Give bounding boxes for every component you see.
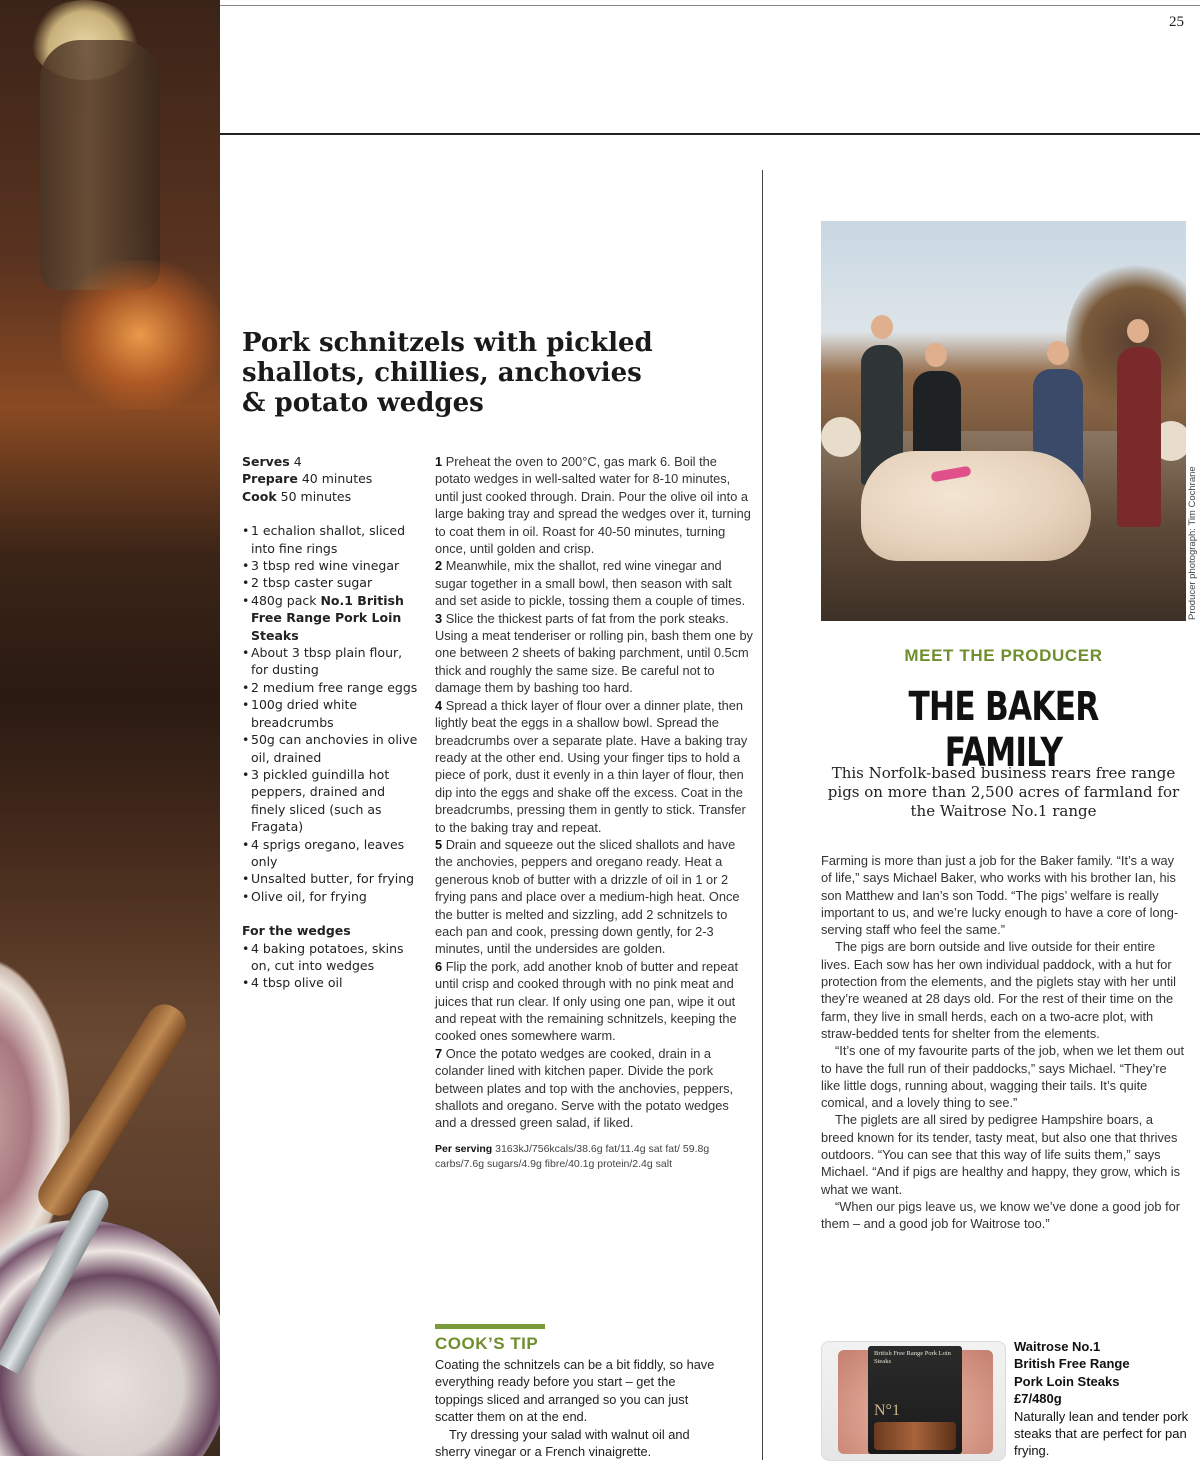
- wedge-ingredient-item: • 4 tbsp olive oil: [242, 974, 422, 991]
- nutrition-info: [435, 1142, 753, 1172]
- ingredient-item: [242, 888, 422, 905]
- ingredient-text: 1 echalion shallot, sliced into fine rings: [251, 523, 406, 556]
- recipe-meta: [242, 453, 422, 505]
- meet-the-producer-label: MEET THE PRODUCER: [904, 646, 1103, 665]
- ingredient-item: [242, 679, 422, 696]
- ingredient-text: 100g dried white breadcrumbs: [251, 697, 358, 730]
- wedges-heading: For the wedges: [242, 923, 351, 939]
- pack-logo: N°1: [874, 1402, 900, 1419]
- method-steps: [435, 453, 753, 1132]
- ingredient-item: [242, 870, 422, 887]
- prepare-label: Prepare: [242, 471, 298, 487]
- method-step: [435, 557, 753, 609]
- ingredient-text: About 3 tbsp plain flour, for dusting: [251, 645, 403, 678]
- step-number: 1: [435, 454, 443, 469]
- ingredient-text: 4 sprigs oregano, leaves only: [251, 836, 405, 869]
- method-step: [435, 453, 753, 557]
- ingredient-text: 2 tbsp caster sugar: [251, 575, 373, 591]
- recipe-title-line: & potato wedges: [242, 388, 484, 418]
- ingredient-text: Unsalted butter, for frying: [251, 871, 415, 887]
- header-rule: [220, 133, 1200, 135]
- step-text: Flip the pork, add another knob of butter and repeat until crisp and cooked through with no pink meat and juices that run clear. If only using one pan, wipe it out and repeat with the remaining schnitzels, keeping the cooked ones somewhere warm.: [435, 958, 739, 1044]
- ingredient-item: [242, 644, 422, 679]
- recipe-title-line: Pork schnitzels with pickled: [242, 328, 653, 358]
- step-number: 5: [435, 836, 443, 852]
- cooks-tip-title: COOK’S TIP: [435, 1334, 539, 1353]
- article-paragraph: Farming is more than just a job for the Baker family. “It’s a way of life,” says Michael Baker, who works with his brother Ian, his son Matthew and Ian’s son Todd. “The pigs’ welfare is really important to us, and we’re lucky enough to have a core of long-serving staff who feel the same.”: [821, 853, 1179, 938]
- cook-value: 50 minutes: [280, 488, 352, 504]
- cook-label: Cook: [242, 488, 277, 504]
- product-description: Naturally lean and tender pork steaks that are perfect for pan frying.: [1014, 1408, 1189, 1459]
- ingredient-list: [242, 522, 422, 905]
- method-column: [435, 453, 753, 1172]
- tip-paragraph: Try dressing your salad with walnut oil and sherry vinegar or a French vinaigrette.: [435, 1426, 690, 1460]
- ingredient-text: 50g can anchovies in olive oil, drained: [251, 732, 418, 765]
- step-number: 2: [435, 558, 443, 574]
- step-text: Meanwhile, mix the shallot, red wine vinegar and sugar together in a small bowl, then season with salt and set aside to pickle, tossing them a couple of times.: [435, 558, 746, 609]
- photo-credit: Producer photograph: Tim Cochrane: [1187, 466, 1198, 620]
- wedge-ingredient-item: • 4 baking potatoes, skins on, cut into wedges: [242, 940, 422, 975]
- method-step: [435, 610, 753, 697]
- ingredient-text: 2 medium free range eggs: [251, 679, 418, 695]
- step-number: 6: [435, 958, 443, 974]
- ingredient-item: [242, 574, 422, 591]
- step-text: Spread a thick layer of flour over a dinner plate, then lightly beat the eggs in a shallow bowl. Spread the breadcrumbs over a separate plate. Have a baking tray ready at the other end. Using your finger tips to hold a piece of pork, dust it evenly in a thin layer of flour, then dip into the eggs and shake off the excess. Coat in the breadcrumbs, pressing them in gently to stick. Transfer to the baking tray and repeat.: [435, 697, 748, 835]
- step-number: 4: [435, 697, 443, 713]
- pack-food-photo: [874, 1422, 956, 1450]
- serves-row: [242, 453, 422, 470]
- prepare-value: 40 minutes: [301, 471, 373, 487]
- producer-article: [821, 852, 1186, 1233]
- method-step: [435, 958, 753, 1045]
- cooks-tip-body: [435, 1356, 725, 1460]
- product-name-line: Pork Loin Steaks: [1014, 1373, 1120, 1389]
- person-head: [1047, 341, 1069, 365]
- product-image: [821, 1341, 1006, 1461]
- ingredient-item: [242, 522, 422, 557]
- article-paragraph: “When our pigs leave us, we know we’ve done a good job for them – and a good job for Waitrose too.”: [821, 1198, 1181, 1232]
- light-glow: [60, 260, 220, 410]
- pig-shape: [861, 451, 1091, 561]
- person-figure: [1117, 347, 1161, 527]
- producer-name: THE BAKER FAMILY: [908, 684, 1099, 776]
- step-number: 7: [435, 1045, 443, 1061]
- person-head: [871, 315, 893, 339]
- ingredient-item: [242, 836, 422, 871]
- method-step: [435, 697, 753, 836]
- step-text: Slice the thickest parts of fat from the pork steaks. Using a meat tenderiser or rolling pin, bash them one by one between 2 sheets of baking parchment, until 0.5cm thick and roughly the same size. Be careful not to damage them by bashing too hard.: [435, 610, 753, 696]
- method-step: [435, 1045, 753, 1132]
- method-step: [435, 836, 753, 958]
- wedges-list: [242, 940, 422, 992]
- tip-paragraph: Coating the schnitzels can be a bit fiddly, so have everything ready before you start – get the toppings sliced and arranged so you can just scatter them on at the end.: [435, 1357, 715, 1425]
- person-head: [1127, 319, 1149, 343]
- producer-standfirst: This Norfolk-based business rears free range pigs on more than 2,500 acres of farmland for the Waitrose No.1 range: [827, 764, 1180, 820]
- article-paragraph: The piglets are all sired by pedigree Hampshire boars, a breed known for its tender, tasty meat, but also one that thrives outdoors. “You can see that this way of life suits them,” says Michael. “And if pigs are healthy and happy, they grow, which is what we want.: [821, 1112, 1180, 1197]
- step-text: Preheat the oven to 200°C, gas mark 6. Boil the potato wedges in well-salted water for 8-10 minutes, until just cooked through. Drain. Pour the olive oil into a large baking tray and spread the wedges over it, turning to coat them in oil. Roast for 40-50 minutes, turning once, until golden and crisp.: [435, 454, 751, 557]
- ingredient-text: 3 pickled guindilla hot peppers, drained and finely sliced (such as Fragata): [251, 766, 390, 835]
- serves-value: 4: [293, 454, 302, 469]
- recipe-title-line: shallots, chillies, anchovies: [242, 358, 642, 388]
- ingredient-item: [242, 731, 422, 766]
- food-photo: [0, 0, 220, 1456]
- prepare-row: [242, 470, 422, 487]
- step-number: 3: [435, 610, 443, 626]
- pack-text: British Free Range Pork Loin Steaks: [874, 1350, 951, 1365]
- ingredient-text: Olive oil, for frying: [251, 888, 367, 904]
- cook-row: [242, 488, 422, 505]
- person-head: [925, 343, 947, 367]
- ingredient-item: [242, 696, 422, 731]
- producer-photo: [821, 221, 1186, 621]
- step-text: Drain and squeeze out the sliced shallots and have the anchovies, peppers and oregano ready. Heat a generous knob of butter with a drizzle of oil in 1 or 2 frying pans and place over a medium-high heat. Once the butter is melted and sizzling, add 2 schnitzels to each pan and cook, pressing down gently, for 2-3 minutes, until the undersides are golden.: [435, 836, 740, 957]
- nutrition-label: Per serving: [435, 1142, 493, 1155]
- ingredient-item: [242, 766, 422, 836]
- jug-shape: [40, 40, 160, 290]
- step-text: Once the potato wedges are cooked, drain in a colander lined with kitchen paper. Divide the pork between plates and top with the anchovies, peppers, shallots and oregano. Serve with the potato wedges and a dressed green salad, if liked.: [435, 1045, 734, 1131]
- product-price: £7/480g: [1014, 1391, 1062, 1407]
- nutrition-values: 3163kJ/756kcals/38.6g fat/11.4g sat fat/ 59.8g carbs/7.6g sugars/4.9g fibre/40.1g protein/2.4g salt: [435, 1142, 710, 1170]
- page-number: 25: [1169, 14, 1184, 30]
- article-paragraph: The pigs are born outside and live outside for their entire lives. Each sow has her own individual paddock, with a hut for protection from the elements, and the piglets stay with her until they’re weaned at 28 days old. For the rest of their time on the farm, they live in small herds, each on a two-acre plot, with straw-bedded tents for shelter from the elements.: [821, 939, 1176, 1041]
- product-name-line: British Free Range: [1014, 1356, 1130, 1372]
- ingredients-column: [242, 453, 422, 992]
- tip-accent-bar: [435, 1324, 545, 1329]
- product-info: [1014, 1338, 1194, 1460]
- recipe-title: [242, 328, 742, 418]
- ingredient-text: 3 tbsp red wine vinegar: [251, 558, 400, 574]
- ingredient-product-name: No.1 British Free Range Pork Loin Steaks: [251, 592, 404, 643]
- product-name-line: Waitrose No.1: [1014, 1339, 1101, 1354]
- column-divider: [762, 170, 763, 1460]
- top-rule: [220, 5, 1200, 6]
- ingredient-item: [242, 592, 422, 644]
- ingredient-item: [242, 557, 422, 574]
- ingredient-text: 480g pack: [251, 592, 321, 608]
- background-pig: [821, 417, 861, 457]
- article-paragraph: “It’s one of my favourite parts of the job, when we let them out to have the full run of their paddocks,” says Michael. “They’re like little dogs, running about, wagging their tails. It’s quite comical, and a lovely thing to see.”: [821, 1043, 1185, 1111]
- serves-label: Serves: [242, 454, 290, 469]
